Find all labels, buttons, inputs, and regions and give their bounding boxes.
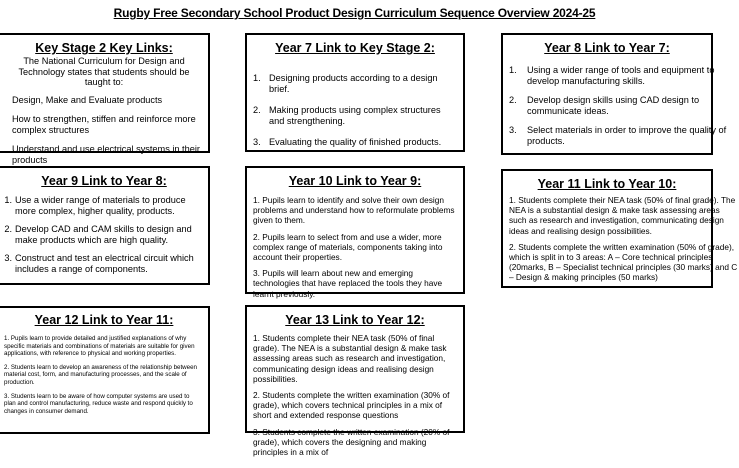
year9-panel [0,166,210,285]
ks2-links-panel [0,33,210,165]
year8-item: 1. Using a wider range of tools and equipment to develop manufacturing skills. [509,65,715,86]
year12-item: 1. Pupils learn to provide detailed and justified explanations of why specific materials and combinations of materials are suitable for given applications, with reference to physical and working properties. [4,335,195,358]
year7-item: 2. Making products using complex structures and strengthening. [253,105,441,126]
year10-item: 1. Pupils learn to identify and solve their own design problems and understand how to reformulate problems given to them. [253,195,455,226]
year12-item: 2. Students learn to develop an awareness of the relationship between material cost, form, and manufacturing processes, and the scale of production. [4,363,197,386]
year7-item: 1. Designing products according to a design brief. [253,73,438,94]
year10-item: 3. Pupils will learn about new and emerging technologies that have replaced the tools they have learnt previously. [253,268,443,299]
year11-panel [501,169,738,288]
ks2-item: How to strengthen, stiffen and reinforce more complex structures [12,113,196,135]
year10-panel [245,166,465,299]
year8-title: Year 8 Link to Year 7: [544,41,670,55]
year7-item: 3. Evaluating the quality of finished products. [253,137,442,147]
year9-item: 3. Construct and test an electrical circuit which includes a range of components. [4,253,194,274]
year11-title: Year 11 Link to Year 10: [537,177,677,191]
year12-title: Year 12 Link to Year 11: [34,313,174,327]
year10-title: Year 10 Link to Year 9: [288,174,422,188]
year8-item: 3. Select materials in order to improve the quality of products. [509,125,727,146]
year12-panel [0,306,210,434]
ks2-title: Key Stage 2 Key Links: [35,41,173,55]
ks2-item: Understand and use electrical systems in their products [12,143,200,165]
year13-item: 1. Students complete their NEA task (50% of final grade). The NEA is a substantial design & make task assessing areas such as research and investigation, communicating design ideas and realising design possibilities. [253,333,447,384]
year12-item: 3. Students learn to be aware of how computer systems are used to plan and control manufacturing, reduce waste and respond quickly to changes in consumer demand. [4,392,193,415]
year13-title: Year 13 Link to Year 12: [285,313,425,327]
year11-item: 2. Students complete the written examination (50% of grade), which is split in to 3 areas: A – Core technical principles (20marks, B – Specialist technical principles (30 marks) and C – Design & making principles (50 marks) [509,241,738,283]
year8-item: 2. Develop design skills using CAD design to communicate ideas. [509,95,700,116]
year8-panel [501,33,727,155]
year13-item: 3. Students complete the written examination (20% of grade), which covers the designing and making principles in a mix of [253,426,450,458]
year13-panel [245,305,465,458]
year11-item: 1. Students complete their NEA task (50% of final grade). The NEA is a substantial design & make task assessing areas such as research and investigation, communicating design ideas and realising design possibilities. [509,195,736,236]
year9-item: 2. Develop CAD and CAM skills to design and make products which are high quality. [4,224,192,245]
ks2-intro: The National Curriculum for Design and Technology states that students should be taught to: [18,56,190,87]
year13-item: 2. Students complete the written examination (30% of grade), which covers technical principles in a mix of short and extended response questions [253,390,450,421]
ks2-item: Design, Make and Evaluate products [12,94,163,105]
year9-title: Year 9 Link to Year 8: [41,174,167,188]
year10-item: 2. Pupils learn to select from and use a wider, more complex range of materials, components taking into account their properties. [253,231,443,263]
year7-panel [245,33,465,152]
year7-title: Year 7 Link to Key Stage 2: [275,41,435,55]
page-title: Rugby Free Secondary School Product Design Curriculum Sequence Overview 2024-25 [113,6,596,20]
year9-item: 1. Use a wider range of materials to produce more complex, higher quality, products. [4,195,186,216]
